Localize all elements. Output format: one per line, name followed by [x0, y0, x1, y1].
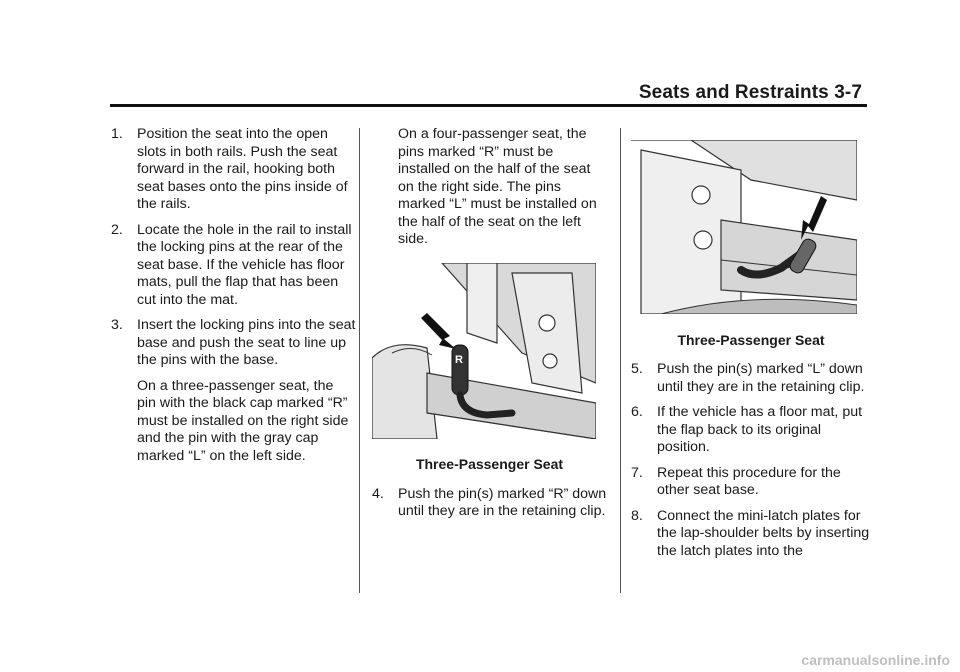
step-number: 8.: [631, 507, 643, 524]
step-number: 4.: [372, 485, 384, 502]
step-8: [631, 508, 871, 561]
step-4: [372, 486, 607, 521]
column-3: [631, 126, 871, 568]
step-7: [631, 465, 871, 500]
step-text: Position the seat into the open slots in both rails. Push the seat forward in the rail, hooking both seat bases onto the pins inside of the rails.: [137, 126, 348, 212]
step-text: Repeat this procedure for the other seat base.: [657, 464, 841, 498]
column-divider: [359, 128, 360, 593]
step-text: Push the pin(s) marked “L” down until they are in the retaining clip.: [657, 361, 865, 395]
step-text: Locate the hole in the rail to install the locking pins at the rear of the seat base. If the vehicle has floor mats, pull the flap that has been cut into the mat.: [137, 221, 352, 308]
step-number: 6.: [631, 404, 643, 420]
step-number: 7.: [631, 464, 643, 481]
four-passenger-note: On a four-passenger seat, the pins marked “R” must be installed on the half of the seat on the right side. The pins marked “L” must be installed on the half of the seat on the left side.: [398, 126, 597, 247]
header-rule: [110, 104, 867, 107]
three-passenger-note: On a three-passenger seat, the pin with the black cap marked “R” must be installed on the right side and the pin with the gray cap marked “L” on the left side.: [137, 377, 349, 464]
step-number: 3.: [111, 317, 123, 333]
column-2: [372, 126, 607, 529]
seat-rail-illustration: [631, 140, 857, 314]
figure-caption: Three-Passenger Seat: [415, 456, 564, 472]
step-number: 1.: [111, 126, 123, 142]
step-text: Push the pin(s) marked “R” down until they are in the retaining clip.: [398, 485, 607, 519]
step-number: 5.: [631, 361, 643, 377]
step-2: [111, 222, 356, 310]
step-text: Insert the locking pins into the seat base and push the seat to line up the pins with the base.: [137, 317, 356, 368]
seat-rail-illustration: [372, 263, 596, 439]
seat-pin-figure-r: [372, 263, 607, 445]
step-1: [111, 126, 356, 214]
step-text: If the vehicle has a floor mat, put the flap back to its original position.: [657, 404, 863, 455]
seat-pin-figure-l: [631, 140, 871, 320]
step-6: [631, 404, 871, 457]
watermark: carmanualsonline.info: [801, 652, 950, 668]
step-3: [111, 317, 356, 370]
figure-caption: Three-Passenger Seat: [677, 331, 825, 348]
step-number: 2.: [111, 221, 123, 238]
step-5: [631, 361, 871, 396]
step-text: Connect the mini-latch plates for the lap-shoulder belts by inserting the latch plates into the: [657, 507, 870, 559]
column-1: [111, 126, 356, 473]
pin-mark-r: R: [455, 353, 463, 366]
page-title: Seats and Restraints 3-7: [638, 82, 862, 103]
column-divider: [620, 128, 621, 593]
